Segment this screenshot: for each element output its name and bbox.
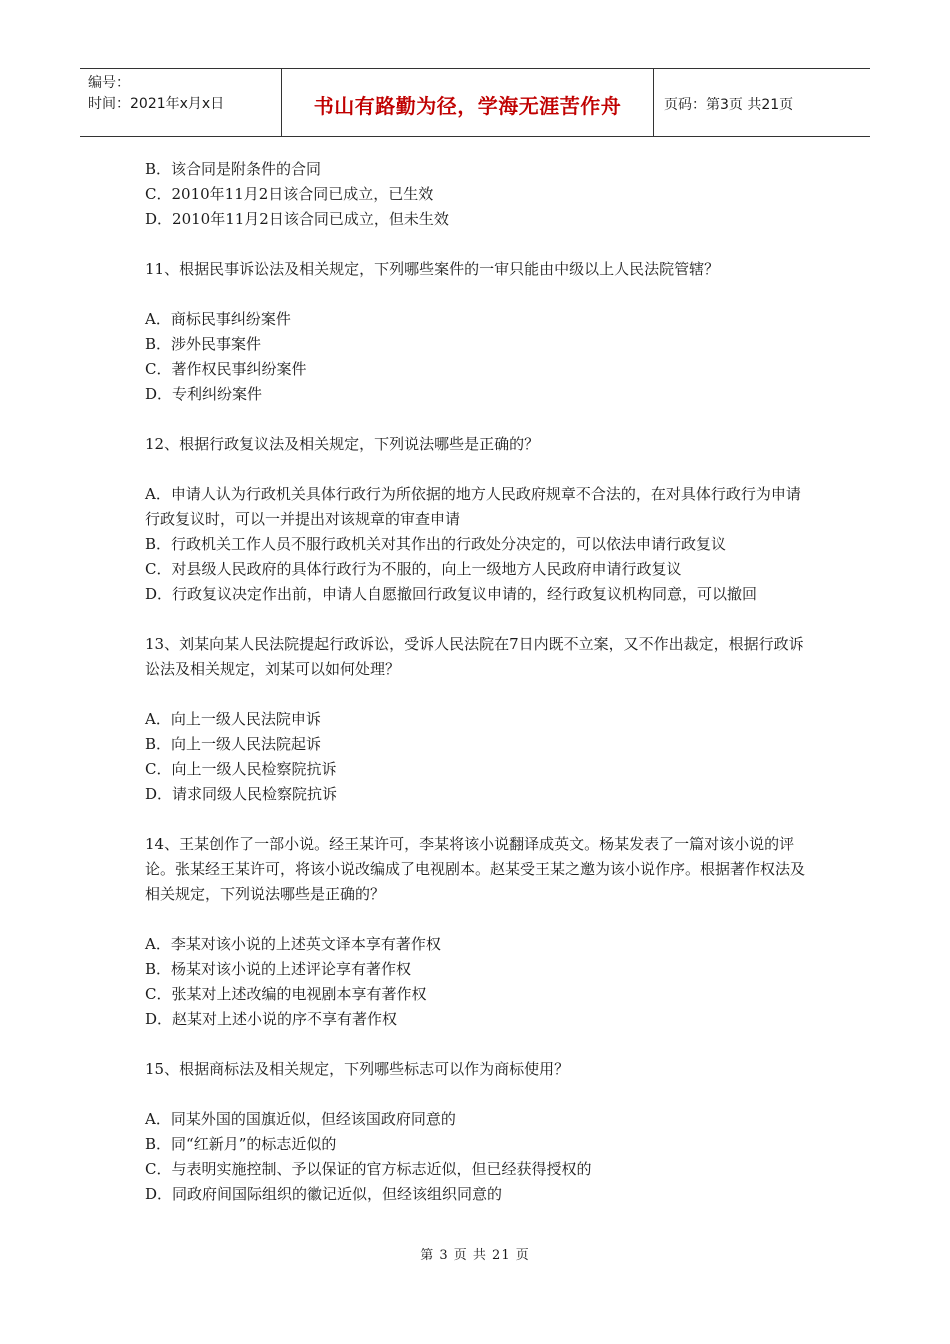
option-line: D．同政府间国际组织的徽记近似，但经该组织同意的: [145, 1185, 503, 1203]
option-line: A．向上一级人民法院申诉: [145, 710, 321, 728]
option-line: B．同“红新月”的标志近似的: [145, 1135, 337, 1153]
document-number-label: 编号：: [88, 75, 130, 91]
option-line: C．2010年11月2日该合同已成立，已生效: [145, 185, 434, 203]
option-line: B．杨某对该小说的上述评论享有著作权: [145, 960, 412, 978]
option-line: B．该合同是附条件的合同: [145, 160, 322, 178]
option-line: C．张某对上述改编的电视剧本享有著作权: [145, 985, 427, 1003]
option-line: C．对县级人民政府的具体行政行为不服的，向上一级地方人民政府申请行政复议: [145, 560, 682, 578]
page-footer: 第 3 页 共 21 页: [420, 1248, 530, 1263]
option-line: B．行政机关工作人员不服行政机关对其作出的行政处分决定的，可以依法申请行政复议: [145, 535, 727, 553]
option-line: A．商标民事纠纷案件: [145, 310, 291, 328]
option-line: D．行政复议决定作出前，申请人自愿撤回行政复议申请的，经行政复议机构同意，可以撤回: [145, 585, 758, 603]
header-meta: [80, 69, 282, 136]
option-line: D．2010年11月2日该合同已成立，但未生效: [145, 210, 449, 228]
question-14: 14、王某创作了一部小说。经王某许可，李某将该小说翻译成英文。杨某发表了一篇对该小说的评论。张某经王某许可，将该小说改编成了电视剧本。赵某受王某之邀为该小说作序。根据著作权法及相关规定，下列说法哪些是正确的？: [145, 835, 806, 903]
question-11: 11、根据民事诉讼法及相关规定，下列哪些案件的一审只能由中级以上人民法院管辖？: [145, 260, 720, 278]
question-12: 12、根据行政复议法及相关规定，下列说法哪些是正确的？: [145, 435, 540, 453]
header-page-info: 页码：第3页 共21页: [664, 96, 794, 113]
option-line: D．请求同级人民检察院抗诉: [145, 785, 338, 803]
option-line: A．李某对该小说的上述英文译本享有著作权: [145, 935, 441, 953]
option-line: D．赵某对上述小说的序不享有著作权: [145, 1010, 398, 1028]
option-line: D．专利纠纷案件: [145, 385, 263, 403]
option-line: B．向上一级人民法院起诉: [145, 735, 322, 753]
document-body: [145, 157, 810, 1207]
option-line: A．申请人认为行政机关具体行政行为所依据的地方人民政府规章不合法的，在对具体行政行为申请行政复议时，可以一并提出对该规章的审查申请: [145, 485, 801, 528]
option-line: A．同某外国的国旗近似，但经该国政府同意的: [145, 1110, 456, 1128]
question-15: 15、根据商标法及相关规定，下列哪些标志可以作为商标使用？: [145, 1060, 570, 1078]
option-line: C．著作权民事纠纷案件: [145, 360, 307, 378]
option-line: C．向上一级人民检察院抗诉: [145, 760, 337, 778]
question-13: 13、刘某向某人民法院提起行政诉讼，受诉人民法院在7日内既不立案，又不作出裁定，根据行政诉讼法及相关规定，刘某可以如何处理？: [145, 635, 804, 678]
document-time-label: 时间：2021年x月x日: [88, 96, 225, 112]
header-motto: 书山有路勤为径，学海无涯苦作舟: [282, 69, 654, 136]
page-header: [80, 68, 870, 137]
option-line: B．涉外民事案件: [145, 335, 262, 353]
option-line: C．与表明实施控制、予以保证的官方标志近似，但已经获得授权的: [145, 1160, 592, 1178]
